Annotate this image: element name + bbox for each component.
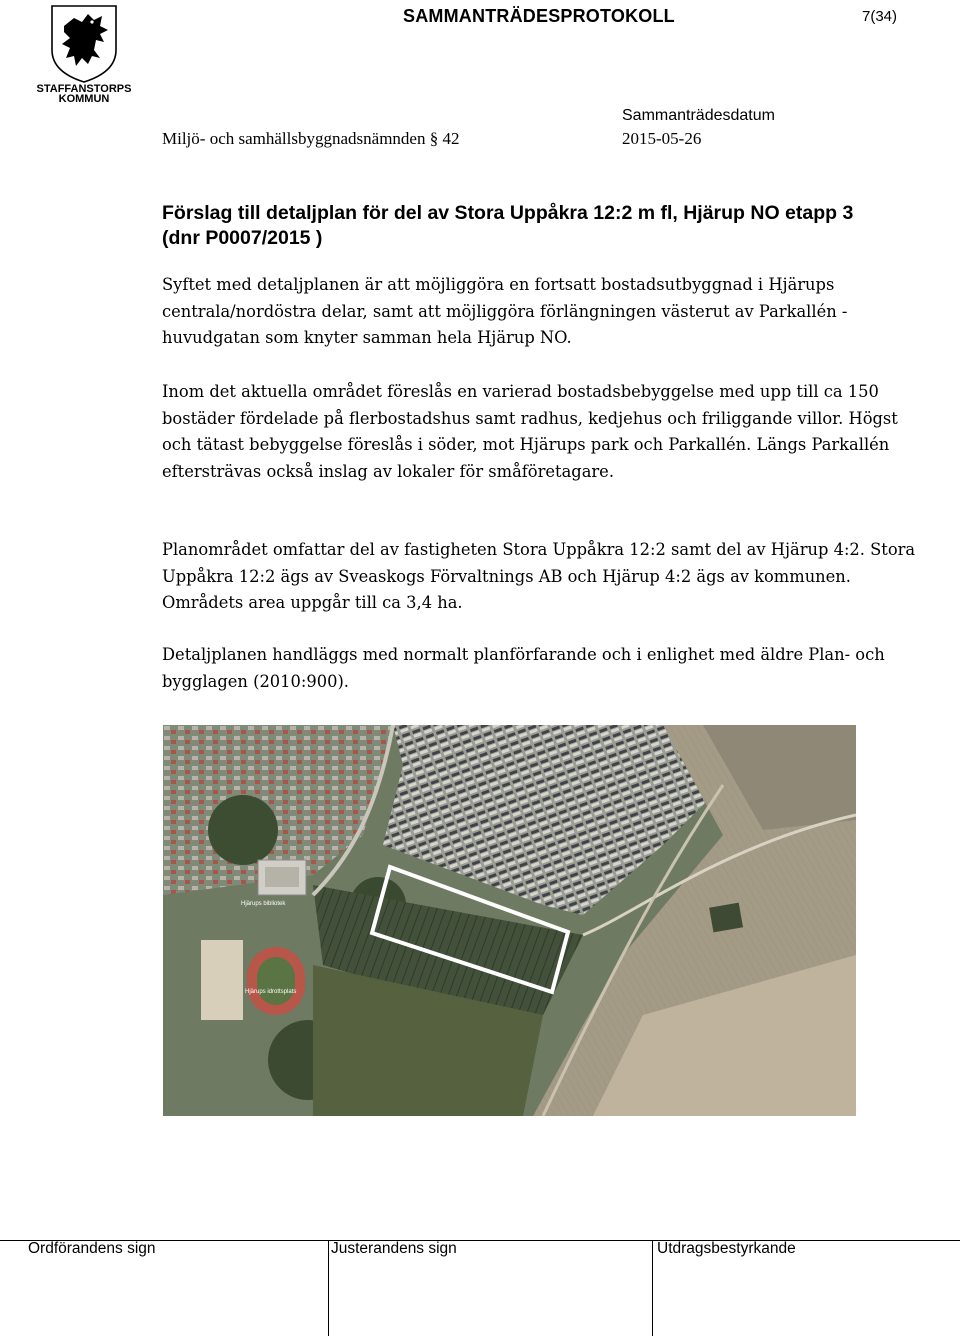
paragraph-procedure: Detaljplanen handläggs med normalt planförfarande och i enlighet med äldre Plan- och bygglagen (2010:900). [162, 645, 885, 691]
footer-divider [328, 1240, 329, 1336]
staffanstorp-logo [30, 4, 138, 102]
map-label-sportsground: Hjärups idrottsplats [245, 989, 297, 995]
logo-text-line2: KOMMUN [58, 93, 110, 102]
sports-ground-sand [201, 940, 243, 1020]
footer-chair-sign: Ordförandens sign [28, 1240, 156, 1257]
footer-divider [652, 1240, 653, 1336]
footer-adjuster-sign: Justerandens sign [331, 1240, 457, 1257]
meeting-date: 2015-05-26 [622, 129, 702, 148]
footer-certified-copy: Utdragsbestyrkande [657, 1240, 796, 1257]
meeting-date-label: Sammanträdesdatum [622, 107, 775, 124]
map-label-library: Hjärups bibliotek [241, 901, 286, 907]
section-title: Förslag till detaljplan för del av Stora Uppåkra 12:2 m fl, Hjärup NO etapp 3 (dnr P0007/2015 ) [162, 202, 854, 249]
aerial-map [163, 725, 856, 1116]
paragraph-purpose: Syftet med detaljplanen är att möjliggöra en fortsatt bostadsutbyggnad i Hjärups centrala/nordöstra delar, samt att möjliggöra förlängningen västerut av Parkallén - huvudgatan som knyter samman hela Hjärup NO. [162, 275, 848, 347]
document-type: SAMMANTRÄDESPROTOKOLL [403, 6, 675, 26]
logo-text-line1: STAFFANSTORPS [36, 83, 132, 95]
paragraph-ownership: Planområdet omfattar del av fastigheten Stora Uppåkra 12:2 samt del av Hjärup 4:2. Stora Uppåkra 12:2 ägs av Sveaskogs Förvaltnings AB och Hjärup 4:2 ägs av kommunen. Områdets area uppgår till ca 3,4 ha. [162, 540, 916, 612]
page-number: 7(34) [862, 8, 898, 25]
shield-icon [52, 6, 116, 82]
paragraph-proposal: Inom det aktuella området föreslås en varierad bostadsbebyggelse med upp till ca 150 bostäder fördelade på flerbostadshus samt radhus, kedjehus och friliggande villor. Högst och tätast bebyggelse föreslås i söder, mot Hjärups park och Parkallén. Längs Parkallén eftersträvas också inslag av lokaler för småföretagare. [162, 382, 898, 481]
committee-section: Miljö- och samhällsbyggnadsnämnden § 42 [162, 129, 460, 148]
